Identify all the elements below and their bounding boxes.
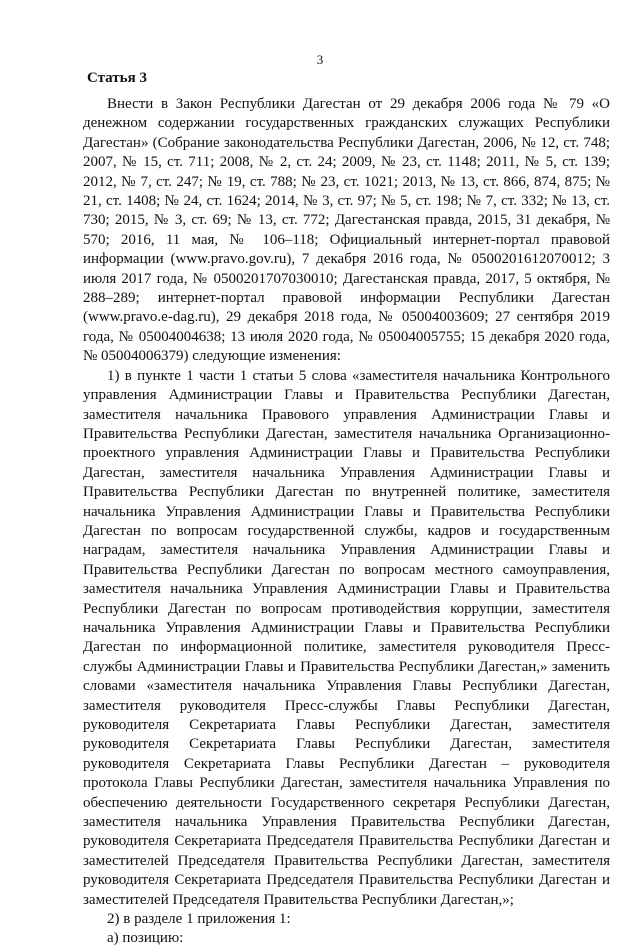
article-heading: Статья 3 [87, 70, 147, 86]
amendment-subitem-a: а) позицию: [107, 930, 184, 947]
amendment-paragraph-1: 1) в пункте 1 части 1 статьи 5 слова «заместителя начальника Контрольного управления Администрации Главы и Правительства Республики Дагестан, заместителя начальника Правового управления Администрации Главы и Правительства Республики Дагестан, заместителя начальника Организационно-проектного управления Администрации Главы и Правительства Республики Дагестан, заместителя начальника Управления Администрации Главы и Правительства Республики Дагестан по внутренней политике, заместителя начальника Управления Администрации Главы и Правительства Республики Дагестан по вопросам государственной службы, кадров и государственным наградам, заместителя начальника Управления Администрации Главы и Правительства Республики Дагестан по вопросам местного самоуправления, заместителя начальника Управления Администрации Главы и Правительства Республики Дагестан по вопросам противодействия коррупции, заместителя начальника Управления Администрации Главы и Правительства Республики Дагестан по информационной политике, заместителя руководителя Пресс-службы Администрации Главы и Правительства Республики Дагестан,» заменить словами «заместителя начальника Управления Главы Республики Дагестан, заместителя руководителя Пресс-службы Главы Республики Дагестан, руководителя Секретариата Главы Республики Дагестан, заместителя руководителя Секретариата Главы Республики Дагестан, заместителя руководителя Секретариата Главы Республики Дагестан – руководителя протокола Главы Республики Дагестан, заместителя начальника Управления по обеспечению деятельности Государственного секретаря Республики Дагестан, заместителя начальника Управления Правительства Республики Дагестан, руководителя Секретариата Председателя Правительства Республики Дагестан и заместителей Председателя Правительства Республики Дагестан, заместителя руководителя Секретариата Председателя Правительства Республики Дагестан и заместителей Председателя Правительства Республики Дагестан,»; [83, 367, 610, 908]
amendment-paragraph-2: 2) в разделе 1 приложения 1: [107, 911, 291, 928]
intro-paragraph: Внести в Закон Республики Дагестан от 29 декабря 2006 года № 79 «О денежном содержании государственных гражданских служащих Республики Дагестан» (Собрание законодательства Республики Дагестан, 2006, № 12, ст. 748; 2007, № 15, ст. 711; 2008, № 2, ст. 24; 2009, № 23, ст. 1148; 2011, № 5, ст. 139; 2012, № 7, ст. 247; № 19, ст. 788; № 23, ст. 1021; 2013, № 13, ст. 866, 874, 875; № 21, ст. 1408; № 24, ст. 1624; 2014, № 3, ст. 97; № 5, ст. 198; № 7, ст. 332; № 13, ст. 730; 2015, № 3, ст. 69; № 13, ст. 772; Дагестанская правда, 2015, 31 декабря, № 570; 2016, 11 мая, № 106–118; Официальный интернет-портал правовой информации (www.pravo.gov.ru), 7 декабря 2016 года, № 0500201612070012; 3 июля 2017 года, № 0500201707030010; Дагестанская правда, 2017, 5 октября, № 288–289; интернет-портал правовой информации Республики Дагестан (www.pravo.e-dag.ru), 29 декабря 2018 года, № 05004003609; 27 сентября 2019 года, № 05004004638; 13 июля 2020 года, № 05004005755; 15 декабря 2020 года, № 05004006379) следующие изменения: [83, 96, 610, 365]
article-body [83, 95, 610, 949]
page-number: 3 [316, 52, 324, 67]
